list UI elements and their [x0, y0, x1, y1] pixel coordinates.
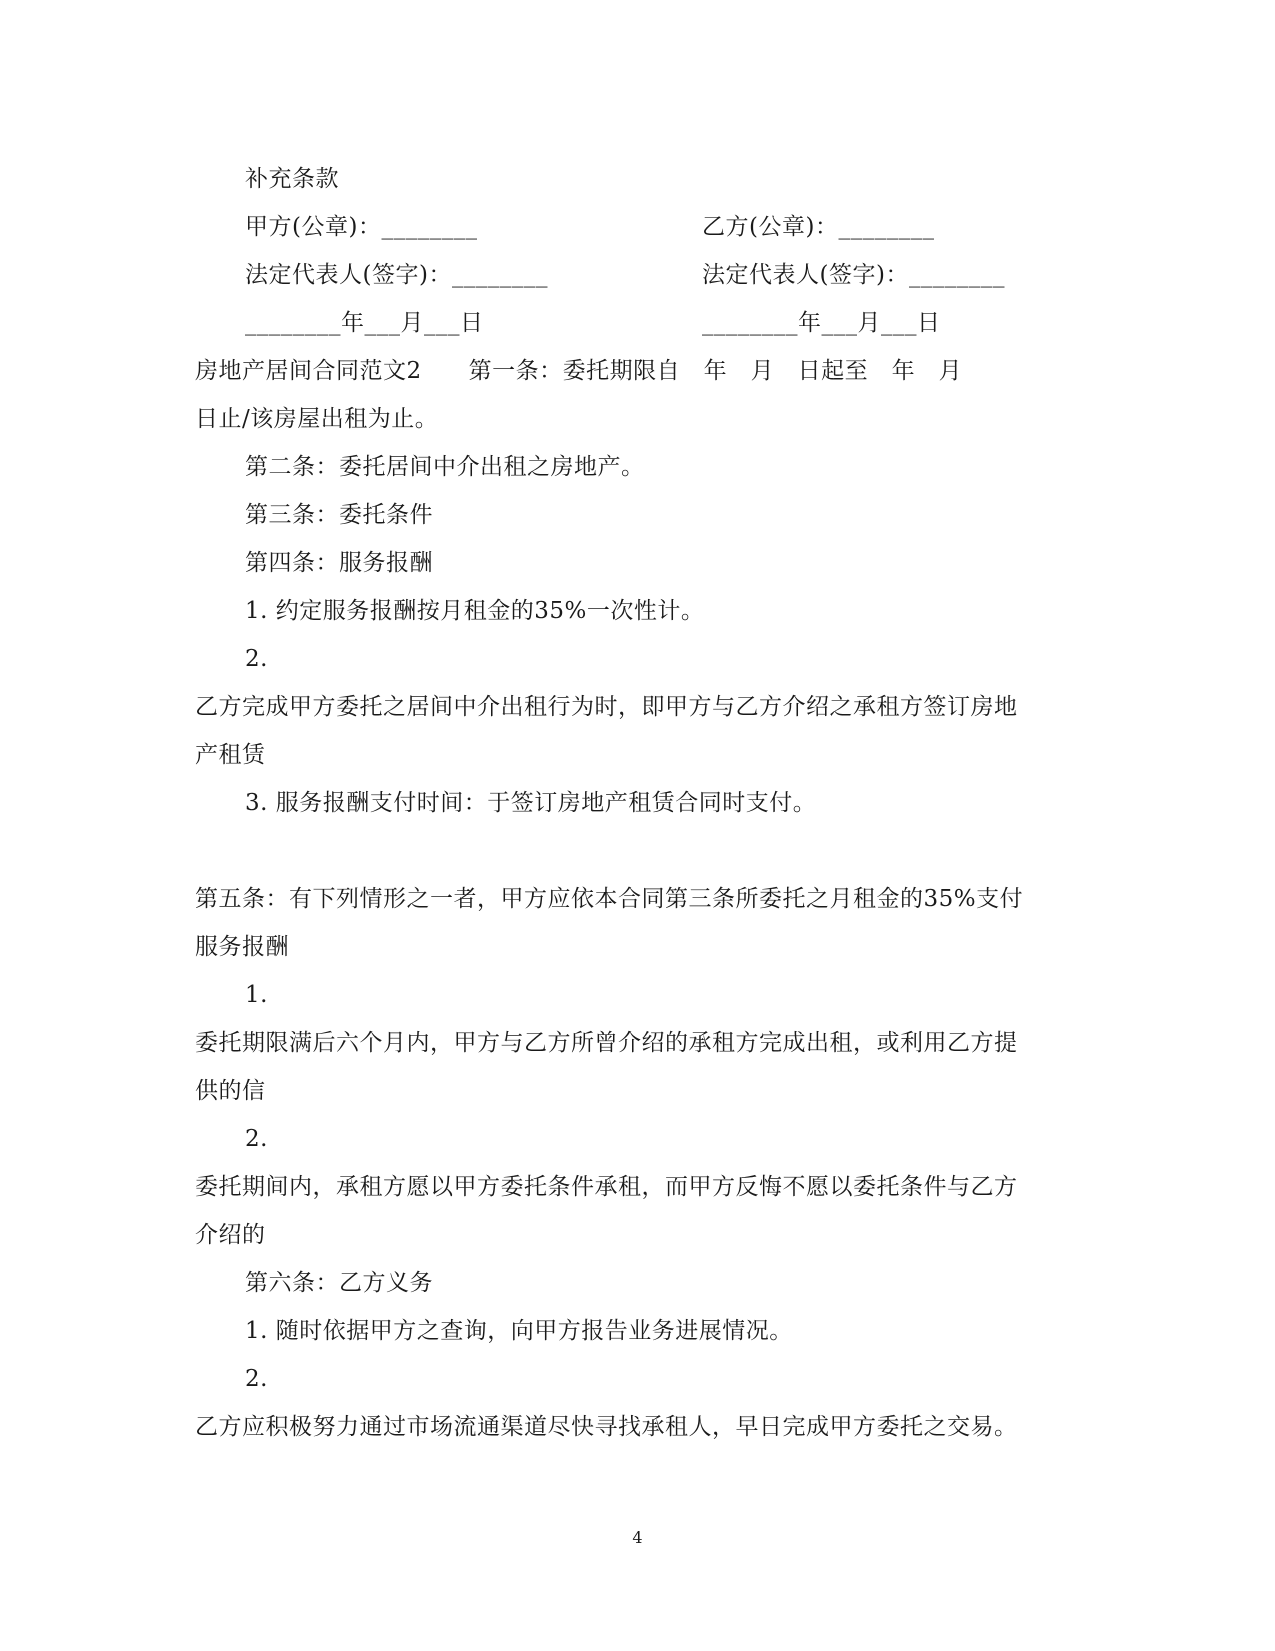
- sample-title-and-article-1: 房地产居间合同范文2 第一条：委托期限自 年 月 日起至 年 月: [195, 358, 963, 384]
- article-6-item-2-number: 2.: [245, 1366, 268, 1392]
- article-5-item-2-continuation: 介绍的: [195, 1222, 266, 1248]
- article-5-item-1-text: 委托期限满后六个月内，甲方与乙方所曾介绍的承租方完成出租，或利用乙方提: [195, 1030, 1018, 1056]
- article-6-item-2-text: 乙方应积极努力通过市场流通渠道尽快寻找承租人，早日完成甲方委托之交易。: [195, 1414, 1018, 1440]
- article-1-continuation: 日止/该房屋出租为止。: [195, 406, 439, 432]
- party-b-seal-line: 乙方(公章)：________: [702, 214, 935, 240]
- party-a-representative-line: 法定代表人(签字)：________: [245, 262, 548, 288]
- party-a-date-line: ________年___月___日: [245, 310, 484, 336]
- page-number: 4: [632, 1528, 643, 1547]
- article-5: 第五条：有下列情形之一者，甲方应依本合同第三条所委托之月租金的35%支付: [195, 886, 1024, 912]
- article-5-item-2-number: 2.: [245, 1126, 268, 1152]
- article-4: 第四条：服务报酬: [245, 550, 433, 576]
- article-5-item-1-number: 1.: [245, 982, 268, 1008]
- party-b-date-line: ________年___月___日: [702, 310, 941, 336]
- article-2: 第二条：委托居间中介出租之房地产。: [245, 454, 645, 480]
- article-6: 第六条：乙方义务: [245, 1270, 433, 1296]
- party-b-representative-line: 法定代表人(签字)：________: [702, 262, 1005, 288]
- article-4-item-2-number: 2.: [245, 646, 268, 672]
- party-a-seal-line: 甲方(公章)：________: [245, 214, 478, 240]
- article-4-item-1: 1. 约定服务报酬按月租金的35%一次性计。: [245, 598, 705, 624]
- article-5-item-2-text: 委托期间内，承租方愿以甲方委托条件承租，而甲方反悔不愿以委托条件与乙方: [195, 1174, 1018, 1200]
- article-4-item-2-text: 乙方完成甲方委托之居间中介出租行为时，即甲方与乙方介绍之承租方签订房地: [195, 694, 1018, 720]
- article-5-item-1-continuation: 供的信: [195, 1078, 266, 1104]
- article-5-continuation: 服务报酬: [195, 934, 289, 960]
- article-4-item-3: 3. 服务报酬支付时间：于签订房地产租赁合同时支付。: [245, 790, 817, 816]
- article-3: 第三条：委托条件: [245, 502, 433, 528]
- supplementary-clause-heading: 补充条款: [245, 166, 339, 192]
- article-6-item-1: 1. 随时依据甲方之查询，向甲方报告业务进展情况。: [245, 1318, 793, 1344]
- article-4-item-2-continuation: 产租赁: [195, 742, 266, 768]
